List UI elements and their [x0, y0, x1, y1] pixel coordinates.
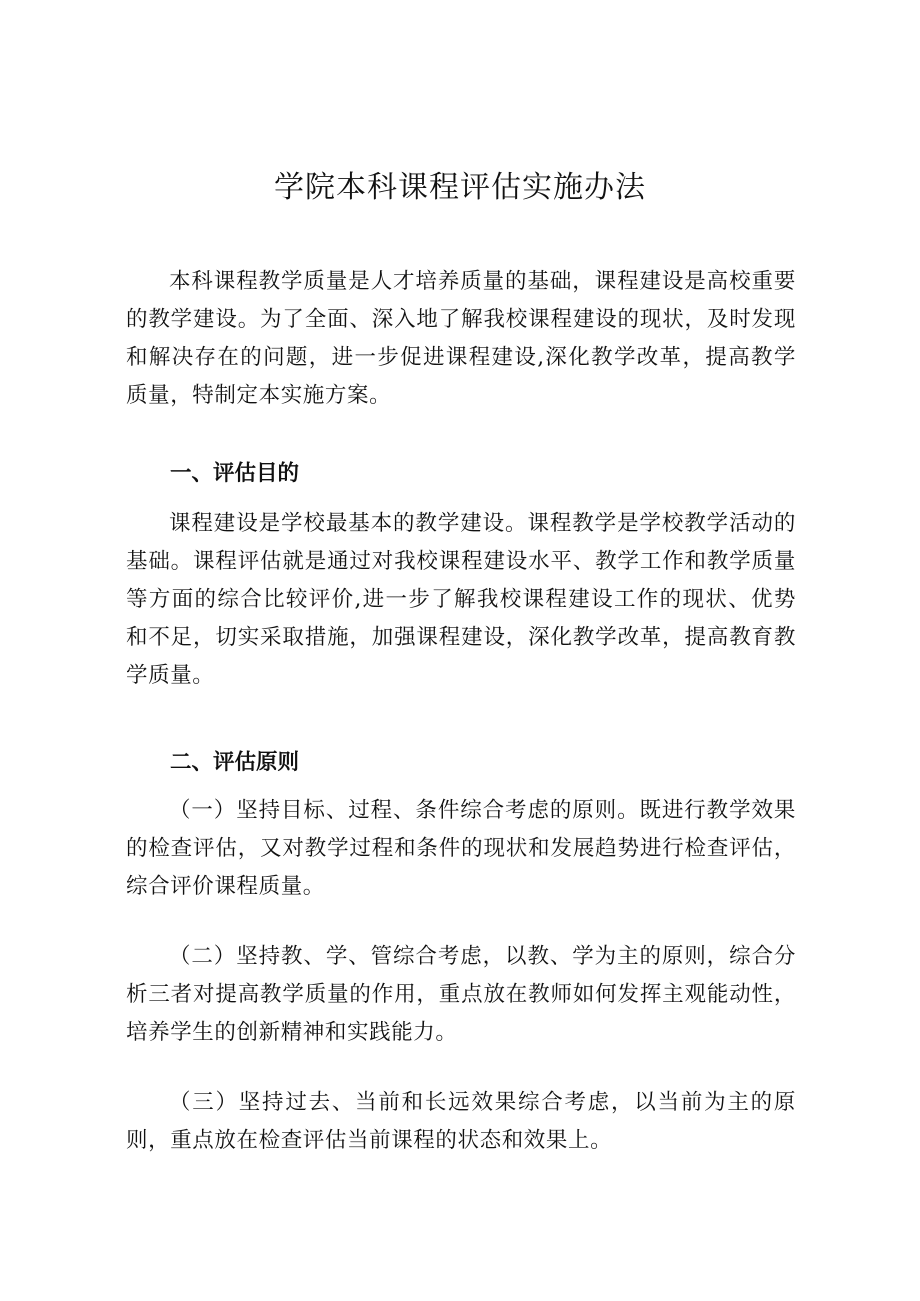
principle-paragraph-1: （一）坚持目标、过程、条件综合考虑的原则。既进行教学效果的检查评估，又对教学过程和条件的现状和发展趋势进行检查评估，综合评价课程质量。	[126, 798, 796, 899]
section-heading-purpose: 一、评估目的	[170, 461, 300, 486]
principle-paragraph-2: （二）坚持教、学、管综合考虑，以教、学为主的原则，综合分析三者对提高教学质量的作用，重点放在教师如何发挥主观能动性，培养学生的创新精神和实践能力。	[126, 944, 796, 1045]
section-heading-principles: 二、评估原则	[170, 750, 300, 775]
principle-paragraph-3: （三）坚持过去、当前和长远效果综合考虑，以当前为主的原则，重点放在检查评估当前课程的状态和效果上。	[126, 1090, 796, 1153]
intro-paragraph: 本科课程教学质量是人才培养质量的基础，课程建设是高校重要的教学建设。为了全面、深入地了解我校课程建设的现状，及时发现和解决存在的问题，进一步促进课程建设,深化教学改革，提高教学质量，特制定本实施方案。	[126, 269, 796, 408]
purpose-paragraph: 课程建设是学校最基本的教学建设。课程教学是学校教学活动的基础。课程评估就是通过对我校课程建设水平、教学工作和教学质量等方面的综合比较评价,进一步了解我校课程建设工作的现状、优势和不足，切实采取措施，加强课程建设，深化教学改革，提高教育教学质量。	[126, 511, 796, 688]
document-title: 学院本科课程评估实施办法	[274, 170, 646, 205]
